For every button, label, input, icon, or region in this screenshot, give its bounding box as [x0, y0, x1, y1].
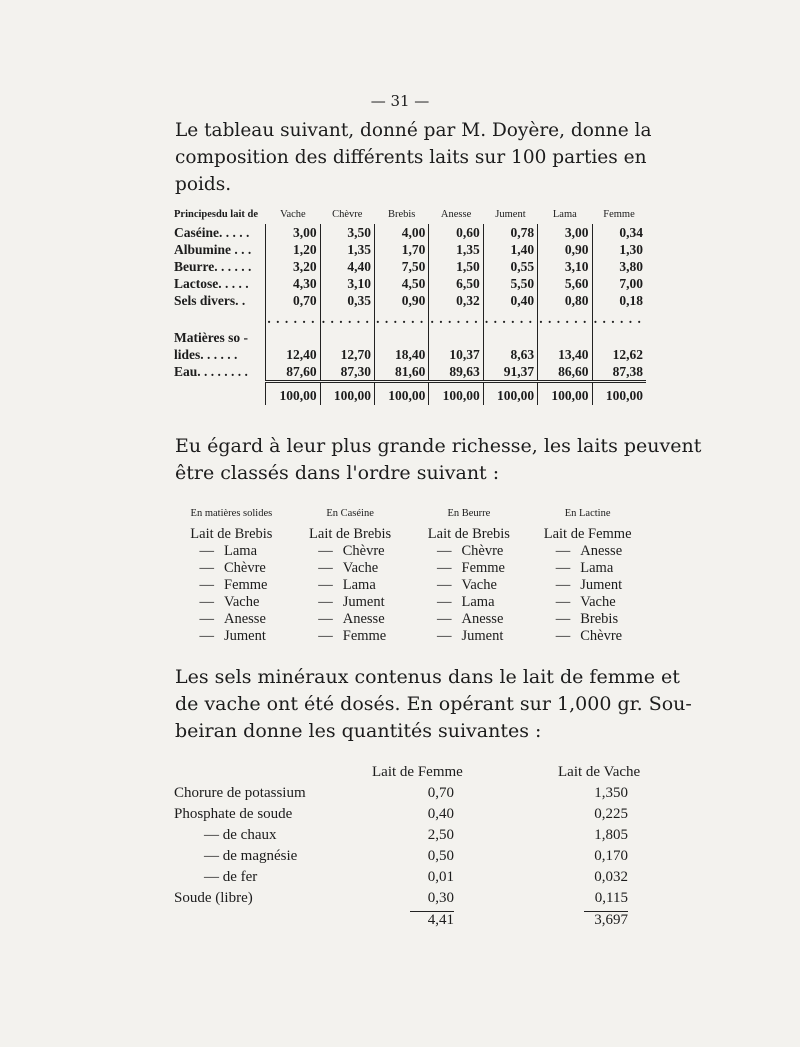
dash-mark: — [437, 577, 452, 593]
cell-value: 5,50 [483, 275, 537, 292]
table-header-row [174, 207, 646, 224]
list-item [410, 543, 529, 560]
dash-mark: — [199, 628, 214, 644]
ranking-item: Lama [224, 543, 258, 559]
cell-value: . . . . . . [429, 309, 483, 329]
table-row [174, 329, 646, 346]
row-label: Matières so - [174, 329, 248, 345]
cell-value: 87,60 [266, 363, 320, 382]
total-vache: 3,697 [584, 911, 628, 929]
list-item [410, 560, 529, 577]
cell-value: 10,37 [429, 346, 483, 363]
cell-value: 86,60 [538, 363, 592, 382]
cell-value: 4,30 [266, 275, 320, 292]
list-item [172, 560, 291, 577]
list-item [528, 577, 647, 594]
cell-value: 0,90 [374, 292, 428, 309]
value-vache: 1,805 [594, 827, 628, 843]
dash-mark: — [437, 628, 452, 644]
cell-value: 100,00 [374, 382, 428, 406]
ranking-item: Jument [342, 594, 385, 610]
column-header: Anesse [440, 208, 472, 220]
row-label: Sels divers. . [174, 292, 246, 308]
ranking-item: Chèvre [224, 560, 266, 576]
table-row [174, 224, 646, 241]
salts-intro [175, 664, 692, 745]
cell-value: 12,62 [592, 346, 646, 363]
dash-mark: — [555, 543, 571, 559]
cell-value: 18,40 [374, 346, 428, 363]
list-item [291, 611, 410, 628]
salts-header-femme: Lait de Femme [372, 764, 463, 780]
cell-value [320, 329, 374, 346]
ranking-first: Lait de Brebis [190, 526, 273, 542]
cell-value: 0,55 [483, 258, 537, 275]
table-row [174, 258, 646, 275]
salt-name: — de chaux [204, 827, 277, 843]
table-row [174, 848, 654, 869]
dash-mark: — [199, 611, 214, 627]
value-femme: 0,30 [427, 890, 454, 906]
table-row [174, 890, 654, 911]
ranking-item: Femme [461, 560, 505, 576]
ranking-item: Vache [342, 560, 379, 576]
cell-value: 1,20 [266, 241, 320, 258]
list-item [291, 628, 410, 645]
cell-value: 0,32 [429, 292, 483, 309]
totals-row [174, 382, 646, 406]
row-label: Caséine. . . . . [174, 224, 250, 240]
cell-value: 3,10 [320, 275, 374, 292]
table-row [174, 275, 646, 292]
cell-value: 100,00 [429, 382, 483, 406]
cell-value: 100,00 [592, 382, 646, 406]
row-label: lides. . . . . . [174, 346, 238, 362]
cell-value [266, 329, 320, 346]
cell-value: 91,37 [483, 363, 537, 382]
cell-value: 1,70 [374, 241, 428, 258]
table-row [174, 785, 654, 806]
ranking-item: Anesse [224, 611, 266, 627]
cell-value: 0,40 [483, 292, 537, 309]
ranking-item: Anesse [580, 543, 623, 559]
salts-intro-line: beiran donne les quantités suivantes : [175, 720, 542, 742]
ranking-item: Femme [224, 577, 268, 593]
cell-value: 4,40 [320, 258, 374, 275]
list-item [291, 577, 410, 594]
salts-header-row [174, 764, 654, 785]
composition-table [174, 207, 646, 405]
ranking-item: Anesse [342, 611, 385, 627]
cell-value: 1,35 [320, 241, 374, 258]
ranking-item: Brebis [580, 611, 619, 627]
row-label: Albumine . . . [174, 241, 252, 257]
dash-mark: — [199, 560, 214, 576]
list-item [291, 560, 410, 577]
ranking-intro-line: être classés dans l'ordre suivant : [175, 462, 500, 484]
ranking-header: En Caséine [326, 508, 374, 519]
value-femme: 0,50 [427, 848, 454, 864]
intro-line: Le tableau suivant, donné par M. Doyère, donne la [175, 120, 652, 141]
dash-mark: — [318, 594, 333, 610]
cell-value: 1,40 [483, 241, 537, 258]
intro-line: poids. [175, 174, 232, 195]
cell-value: 8,63 [483, 346, 537, 363]
ranking-item: Vache [461, 577, 497, 593]
ranking-item: Anesse [461, 611, 504, 627]
ranking-intro [175, 433, 702, 487]
ranking-first: Lait de Brebis [427, 526, 510, 542]
cell-value: 0,90 [538, 241, 592, 258]
cell-value: 100,00 [538, 382, 592, 406]
salt-name: Phosphate de soude [174, 806, 293, 822]
ranking-item: Vache [580, 594, 616, 610]
dash-mark: — [555, 560, 571, 576]
ranking-header: En Lactine [564, 508, 611, 519]
list-item [291, 543, 410, 560]
cell-value: 1,35 [429, 241, 483, 258]
cell-value: 13,40 [538, 346, 592, 363]
value-femme: 0,01 [427, 869, 454, 885]
ranking-item: Chèvre [580, 628, 623, 644]
cell-value: 0,34 [592, 224, 646, 241]
ranking-intro-line: Eu égard à leur plus grande richesse, les laits peuvent [175, 435, 702, 457]
salts-header-vache: Lait de Vache [558, 764, 641, 780]
intro-line: composition des différents laits sur 100 parties en [175, 147, 647, 168]
cell-value: 100,00 [266, 382, 320, 406]
value-femme: 2,50 [427, 827, 454, 843]
cell-value: 0,18 [592, 292, 646, 309]
dash-mark: — [318, 543, 333, 559]
row-label [174, 382, 266, 406]
ranking-first: Lait de Brebis [309, 526, 392, 542]
row-label [174, 309, 266, 329]
list-item [410, 628, 529, 645]
cell-value: 0,78 [483, 224, 537, 241]
ranking-item: Femme [342, 628, 387, 644]
value-vache: 0,225 [594, 806, 628, 822]
cell-value: 4,50 [374, 275, 428, 292]
row-label: Beurre. . . . . . [174, 258, 252, 274]
salt-name: — de fer [204, 869, 258, 885]
salts-table [174, 764, 654, 932]
salts-total-row [174, 911, 654, 932]
ranking-item: Lama [580, 560, 614, 576]
cell-value: 87,38 [592, 363, 646, 382]
ranking-header: En Beurre [447, 508, 491, 519]
ranking-column [410, 526, 529, 645]
list-item [528, 594, 647, 611]
value-vache: 0,170 [594, 848, 628, 864]
table-row [174, 292, 646, 309]
ranking-item: Chèvre [461, 543, 504, 559]
ranking-first: Lait de Femme [543, 526, 632, 542]
column-header: Chèvre [332, 208, 363, 220]
dash-mark: — [437, 594, 452, 610]
cell-value [483, 329, 537, 346]
cell-value: 1,30 [592, 241, 646, 258]
dash-mark: — [199, 543, 214, 559]
cell-value [592, 329, 646, 346]
column-header: Femme [603, 208, 635, 220]
list-item [528, 628, 647, 645]
cell-value: 1,50 [429, 258, 483, 275]
cell-value: . . . . . . [320, 309, 374, 329]
column-header: Lama [552, 208, 577, 220]
cell-value: 100,00 [483, 382, 537, 406]
list-item [410, 594, 529, 611]
value-femme: 0,40 [427, 806, 454, 822]
list-item [172, 577, 291, 594]
ranking-column [528, 526, 647, 645]
cell-value: 0,60 [429, 224, 483, 241]
ranking-item: Jument [224, 628, 266, 644]
list-item [528, 543, 647, 560]
column-header: Brebis [387, 208, 416, 220]
cell-value: 7,00 [592, 275, 646, 292]
ranking-column [291, 526, 410, 645]
list-item [172, 594, 291, 611]
ranking-header: En matières solides [190, 508, 273, 519]
dash-mark: — [437, 560, 452, 576]
cell-value: 3,00 [266, 224, 320, 241]
table-row [174, 241, 646, 258]
ranking-item: Jument [580, 577, 623, 593]
list-item [410, 577, 529, 594]
list-item [172, 628, 291, 645]
cell-value: 4,00 [374, 224, 428, 241]
table-row [174, 346, 646, 363]
column-header: Vache [280, 208, 306, 220]
total-femme: 4,41 [410, 911, 454, 929]
value-femme: 0,70 [427, 785, 454, 801]
dash-mark: — [555, 628, 571, 644]
cell-value: . . . . . . [266, 309, 320, 329]
salt-name: Chorure de potassium [174, 785, 306, 801]
list-item [291, 594, 410, 611]
cell-value: . . . . . . [374, 309, 428, 329]
value-vache: 1,350 [594, 785, 628, 801]
cell-value [374, 329, 428, 346]
cell-value: 12,40 [266, 346, 320, 363]
cell-value: 6,50 [429, 275, 483, 292]
value-vache: 0,032 [594, 869, 628, 885]
cell-value: 12,70 [320, 346, 374, 363]
ranking-table [172, 508, 647, 645]
salts-intro-line: Les sels minéraux contenus dans le lait de femme et [175, 666, 680, 688]
ranking-column [172, 526, 291, 645]
cell-value: 0,35 [320, 292, 374, 309]
row-label: Lactose. . . . . [174, 275, 249, 291]
dash-mark: — [318, 560, 333, 576]
list-item [528, 611, 647, 628]
cell-value: . . . . . . [483, 309, 537, 329]
cell-value: 3,80 [592, 258, 646, 275]
table-row [174, 806, 654, 827]
list-item [410, 611, 529, 628]
ranking-item: Vache [224, 594, 260, 610]
cell-value: . . . . . . [538, 309, 592, 329]
dash-mark: — [437, 611, 452, 627]
cell-value: 3,20 [266, 258, 320, 275]
cell-value: 3,10 [538, 258, 592, 275]
salt-name: Soude (libre) [174, 890, 253, 906]
cell-value: 87,30 [320, 363, 374, 382]
dash-mark: — [199, 594, 214, 610]
cell-value: 3,50 [320, 224, 374, 241]
row-label: Eau. . . . . . . . [174, 364, 248, 380]
ranking-item: Chèvre [342, 543, 385, 559]
cell-value: 0,70 [266, 292, 320, 309]
cell-value [538, 329, 592, 346]
cell-value: 5,60 [538, 275, 592, 292]
cell-value: 100,00 [320, 382, 374, 406]
ranking-columns [172, 526, 647, 645]
cell-value: 3,00 [538, 224, 592, 241]
page-number: — 31 — [370, 92, 430, 110]
salt-name: — de magnésie [204, 848, 298, 864]
dash-mark: — [437, 543, 452, 559]
dotted-row [174, 309, 646, 329]
corner-header: Principesdu lait de [174, 208, 259, 220]
ranking-headers [172, 508, 647, 526]
cell-value: 0,80 [538, 292, 592, 309]
cell-value: 81,60 [374, 363, 428, 382]
list-item [172, 543, 291, 560]
table-row [174, 827, 654, 848]
column-header: Jument [495, 208, 526, 220]
cell-value [429, 329, 483, 346]
dash-mark: — [555, 611, 571, 627]
table-row [174, 869, 654, 890]
dash-mark: — [199, 577, 214, 593]
table-row [174, 363, 646, 382]
cell-value: . . . . . . [592, 309, 646, 329]
list-item [528, 560, 647, 577]
dash-mark: — [318, 611, 333, 627]
list-item [172, 611, 291, 628]
ranking-item: Lama [461, 594, 495, 610]
dash-mark: — [318, 577, 333, 593]
value-vache: 0,115 [594, 890, 628, 906]
dash-mark: — [318, 628, 333, 644]
dash-mark: — [555, 594, 571, 610]
intro-paragraph [175, 117, 652, 198]
cell-value: 7,50 [374, 258, 428, 275]
salts-intro-line: de vache ont été dosés. En opérant sur 1,000 gr. Sou- [175, 693, 692, 715]
ranking-item: Jument [461, 628, 504, 644]
dash-mark: — [555, 577, 571, 593]
ranking-item: Lama [342, 577, 376, 593]
cell-value: 89,63 [429, 363, 483, 382]
